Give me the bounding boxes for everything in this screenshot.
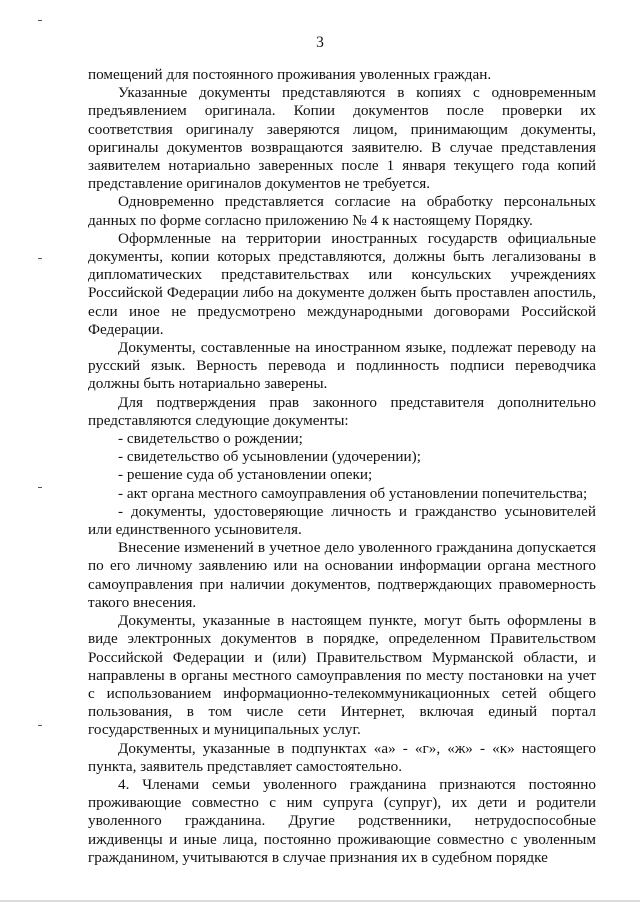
paragraph-electronic-documents: Документы, указанные в настоящем пункте, могут быть оформлены в виде электронных документов в порядке, определенном Правительством Российской Федерации и (или) Правительством Мурманской области, и направлены в органы местного самоуправления по месту постановки на учет с использованием информационно-телекоммуникационных сетей общего пользования, в том числе сети Интернет, включая единый портал государственных и муниципальных услуг.: [88, 612, 596, 739]
scan-margin-mark: [38, 487, 42, 488]
paragraph-translation: Документы, составленные на иностранном языке, подлежат переводу на русский язык. Верность перевода и подлинность подписи переводчика должны быть нотариально заверены.: [88, 339, 596, 393]
list-item-court-decision: - решение суда об установлении опеки;: [118, 466, 373, 484]
page-number: 3: [316, 34, 324, 51]
paragraph-self-submission: Документы, указанные в подпунктах «а» - «г», «ж» - «к» настоящего пункта, заявитель представляет самостоятельно.: [88, 739, 596, 775]
paragraph-family-members: 4. Членами семьи уволенного гражданина признаются постоянно проживающие совместно с ним супруга (супруг), их дети и родители уволенного гражданина. Другие родственники, нетрудоспособные иждивенцы и иные лица, постоянно проживающие совместно с уволенным гражданином, учитываются в случае признания их в судебном порядке: [88, 775, 596, 866]
scan-margin-mark: [38, 258, 42, 259]
list-item-adoption-certificate: - свидетельство об усыновлении (удочерении);: [118, 448, 421, 466]
list-item-birth-certificate: - свидетельство о рождении;: [118, 430, 303, 448]
paragraph-consent: Одновременно представляется согласие на обработку персональных данных по форме согласно приложению № 4 к настоящему Порядку.: [88, 193, 596, 229]
list-item-guardianship-act: - акт органа местного самоуправления об установлении попечительства;: [118, 484, 588, 502]
document-body: [88, 66, 596, 867]
paragraph-continuation: помещений для постоянного проживания уволенных граждан.: [88, 66, 492, 83]
list-item-identity-documents: - документы, удостоверяющие личность и гражданство усыновителей или единственного усыновителя.: [88, 502, 596, 539]
paragraph-amendments: Внесение изменений в учетное дело уволенного гражданина допускается по его личному заявлению или на основании информации органа местного самоуправления при наличии документов, подтверждающих правомерность такого внесения.: [88, 539, 596, 611]
scan-bottom-edge: [0, 900, 640, 902]
scan-margin-mark: [38, 20, 42, 21]
paragraph-legal-representative: Для подтверждения прав законного представителя дополнительно представляются следующие документы:: [88, 393, 596, 429]
scan-margin-mark: [38, 725, 42, 726]
paragraph-foreign-documents: Оформленные на территории иностранных государств официальные документы, копии которых представляются, должны быть легализованы в дипломатических представительствах или консульских учреждениях Российской Федерации либо на документе должен быть проставлен апостиль, если иное не предусмотрено международными договорами Российской Федерации.: [88, 229, 596, 338]
paragraph-copies: Указанные документы представляются в копиях с одновременным предъявлением оригинала. Копии документов после проверки их соответствия оригиналу заверяются лицом, принимающим документы, оригиналы документов возвращаются заявителю. В случае представления заявителем нотариально заверенных после 1 января текущего года копий представление оригиналов документов не требуется.: [88, 84, 596, 193]
